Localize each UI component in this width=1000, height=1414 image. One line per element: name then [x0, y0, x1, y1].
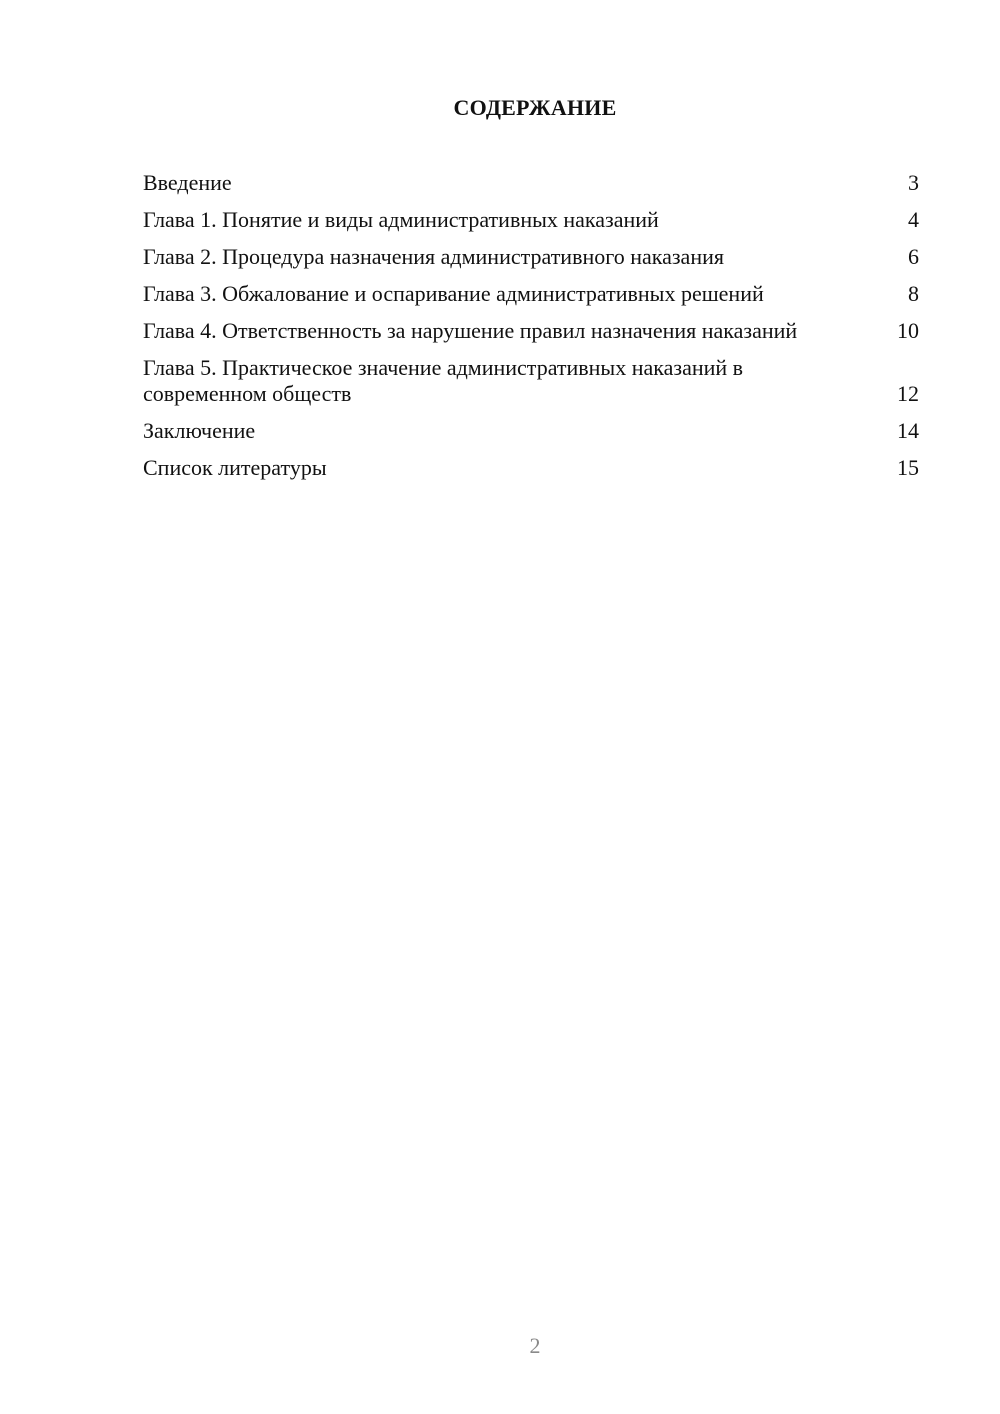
toc-entry	[143, 281, 919, 307]
table-of-contents	[143, 170, 919, 492]
toc-entry-title: Глава 4. Ответственность за нарушение правил назначения наказаний	[143, 318, 798, 343]
toc-entry-page: 4	[908, 207, 919, 232]
toc-entry-title: Введение	[143, 170, 232, 195]
toc-entry	[143, 244, 919, 270]
toc-entry-page: 15	[897, 455, 919, 480]
page-title: СОДЕРЖАНИЕ	[453, 95, 617, 120]
toc-entry-page: 3	[908, 170, 919, 195]
toc-entry-page: 14	[897, 418, 919, 443]
toc-entry-title: Глава 5. Практическое значение административных наказаний в современном обществ	[143, 355, 744, 406]
toc-entry-page: 12	[897, 381, 919, 406]
toc-entry-title: Глава 1. Понятие и виды административных наказаний	[143, 207, 659, 232]
toc-entry-title: Список литературы	[143, 455, 327, 480]
toc-entry	[143, 455, 919, 481]
toc-entry	[143, 418, 919, 444]
toc-entry-page: 8	[908, 281, 919, 306]
toc-entry	[143, 318, 919, 344]
toc-entry-page: 10	[897, 318, 919, 343]
toc-entry	[143, 355, 919, 407]
page-number: 2	[529, 1333, 541, 1358]
toc-entry	[143, 207, 919, 233]
toc-entry-title: Глава 3. Обжалование и оспаривание административных решений	[143, 281, 764, 306]
toc-entry	[143, 170, 919, 196]
toc-entry-page: 6	[908, 244, 919, 269]
toc-entry-title: Глава 2. Процедура назначения административного наказания	[143, 244, 724, 269]
toc-entry-title: Заключение	[143, 418, 256, 443]
